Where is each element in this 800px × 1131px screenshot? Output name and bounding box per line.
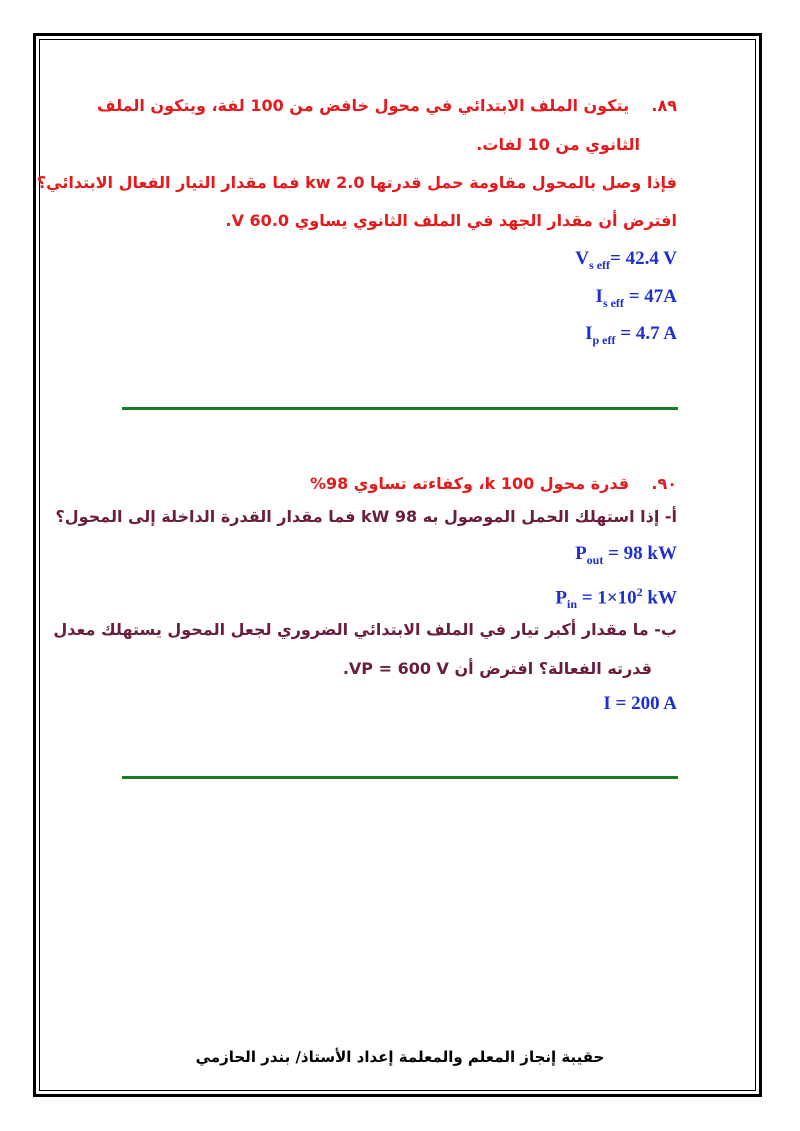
q90-text-1: قدرة محول 100 k، وكفاءته تساوي 98% — [309, 474, 630, 493]
q89-line1 — [97, 95, 677, 117]
q89-text-1: يتكون الملف الابتدائي في محول خافض من 100 لفة، ويتكون الملف — [97, 96, 630, 115]
q90-number: ٩٠. — [651, 474, 677, 493]
q89-line4: افترض أن مقدار الجهد في الملف الثانوي يساوي 60.0 V. — [225, 211, 677, 230]
q89-answer-is: $I_{s eff} = 47A$ — [595, 286, 677, 310]
section-divider-1 — [122, 407, 678, 410]
q90-answer-pin: $P_{in} = 1\times 10^2$ kW — [555, 585, 677, 612]
q89-number: ٨٩. — [651, 96, 677, 115]
q90-answer-pout: $P_{out} = 98$ kW — [575, 543, 677, 567]
section-divider-2 — [122, 776, 678, 779]
q90-part-a: أ- إذا استهلك الحمل الموصول به 98 kW فما مقدار القدرة الداخلة إلى المحول؟ — [55, 507, 677, 526]
q90-answer-i: I = 200 A — [603, 693, 677, 714]
q89-line3: فإذا وصل بالمحول مقاومة حمل قدرتها kw 2.0 فما مقدار التيار الفعال الابتدائي؟ — [36, 173, 677, 192]
q90-part-b-line1: ب- ما مقدار أكبر تيار في الملف الابتدائي الضروري لجعل المحول يستهلك معدل — [53, 620, 677, 639]
q89-answer-vs: $V_{s eff}= 42.4$ V — [575, 248, 677, 272]
page-footer: حقيبة إنجاز المعلم والمعلمة إعداد الأستاذ/ بندر الحازمي — [195, 1048, 605, 1066]
q90-part-b-line2: قدرته الفعالة؟ افترض أن VP = 600 V. — [342, 659, 652, 678]
q90-line1 — [310, 473, 677, 495]
q89-answer-ip: $I_{p eff} = 4.7$ A — [585, 323, 677, 347]
q89-line2: الثانوي من 10 لفات. — [476, 135, 640, 154]
